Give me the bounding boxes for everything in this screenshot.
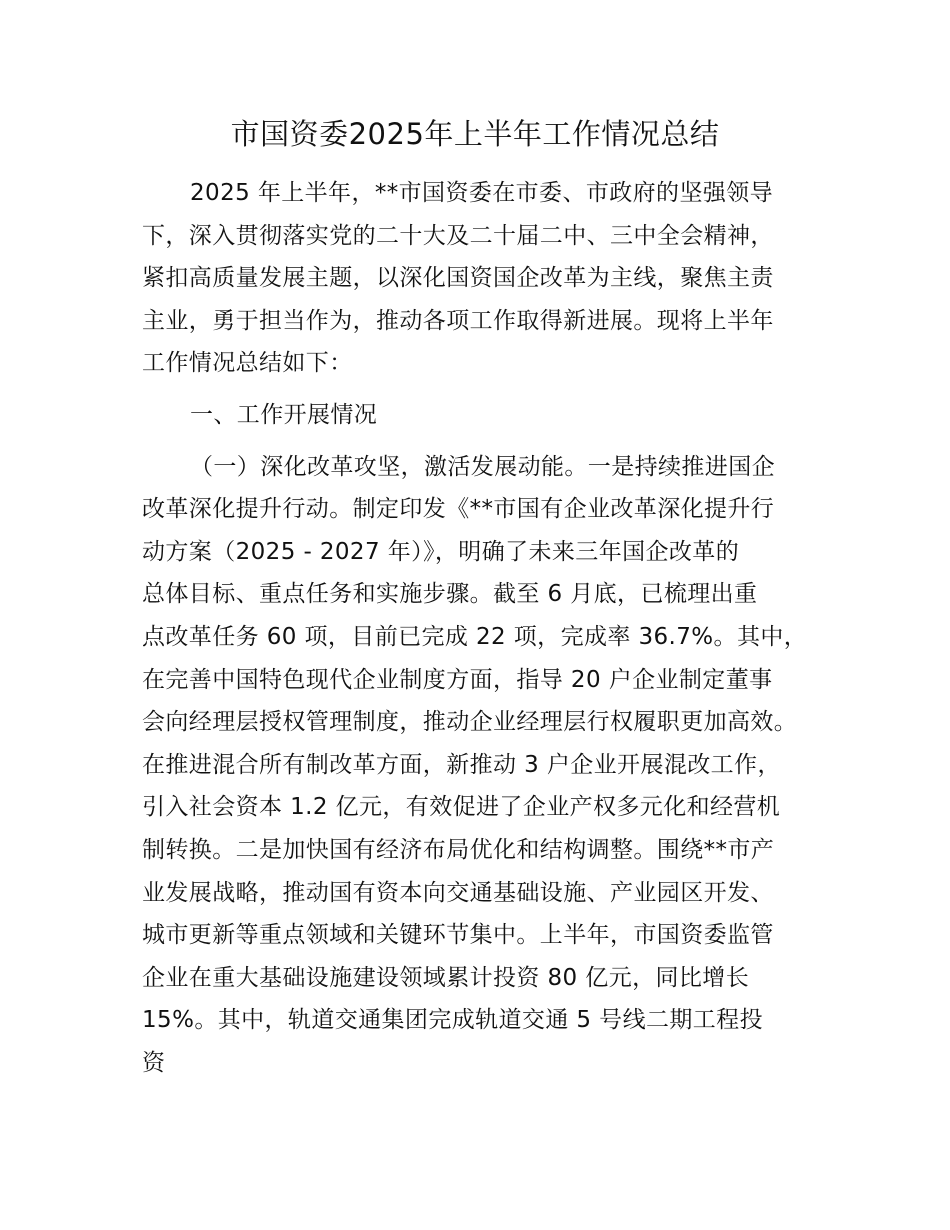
- paragraph-line: 点改革任务 60 项，目前已完成 22 项，完成率 36.7%。其中，: [142, 623, 808, 650]
- document-title: 市国资委2025年上半年工作情况总结: [230, 117, 720, 151]
- paragraph-line: 下，深入贯彻落实党的二十大及二十届二中、三中全会精神，: [142, 222, 774, 249]
- section-heading: 一、工作开展情况: [190, 401, 378, 428]
- document-body: [142, 172, 842, 1084]
- paragraph-line: 改革深化提升行动。制定印发《**市国有企业改革深化提升行: [142, 496, 775, 523]
- paragraph-line: 紧扣高质量发展主题，以深化国资国企改革为主线，聚焦主责: [142, 265, 774, 292]
- paragraph-line: 制转换。二是加快国有经济布局优化和结构调整。围绕**市产: [142, 836, 775, 863]
- paragraph-line: 工作情况总结如下：: [142, 350, 353, 377]
- paragraph-line: 业发展战略，推动国有资本向交通基础设施、产业园区开发、: [142, 879, 774, 906]
- paragraph-line: 在推进混合所有制改革方面，新推动 3 户企业开展混改工作，: [142, 751, 781, 778]
- paragraph-line: 总体目标、重点任务和实施步骤。截至 6 月底，已梳理出重: [142, 581, 758, 608]
- paragraph-line: 企业在重大基础设施建设领域累计投资 80 亿元，同比增长: [142, 964, 750, 991]
- paragraph-line: 引入社会资本 1.2 亿元，有效促进了企业产权多元化和经营机: [142, 794, 781, 821]
- paragraph-line: 15%。其中，轨道交通集团完成轨道交通 5 号线二期工程投: [142, 1007, 763, 1034]
- paragraph-line: 2025 年上半年，**市国资委在市委、市政府的坚强领导: [190, 180, 774, 206]
- paragraph-line: 在完善中国特色现代企业制度方面，指导 20 户企业制定董事: [142, 666, 773, 693]
- paragraph-line: 城市更新等重点领域和关键环节集中。上半年，市国资委监管: [142, 922, 774, 949]
- paragraph-line: 资: [142, 1049, 166, 1076]
- paragraph-line: 动方案（2025 - 2027 年）》，明确了未来三年国企改革的: [142, 538, 740, 565]
- paragraph-line: 主业，勇于担当作为，推动各项工作取得新进展。现将上半年: [142, 307, 774, 334]
- paragraph-line: 会向经理层授权管理制度，推动企业经理层行权履职更加高效。: [142, 709, 798, 736]
- paragraph-line: （一）深化改革攻坚，激活发展动能。一是持续推进国企: [190, 453, 775, 480]
